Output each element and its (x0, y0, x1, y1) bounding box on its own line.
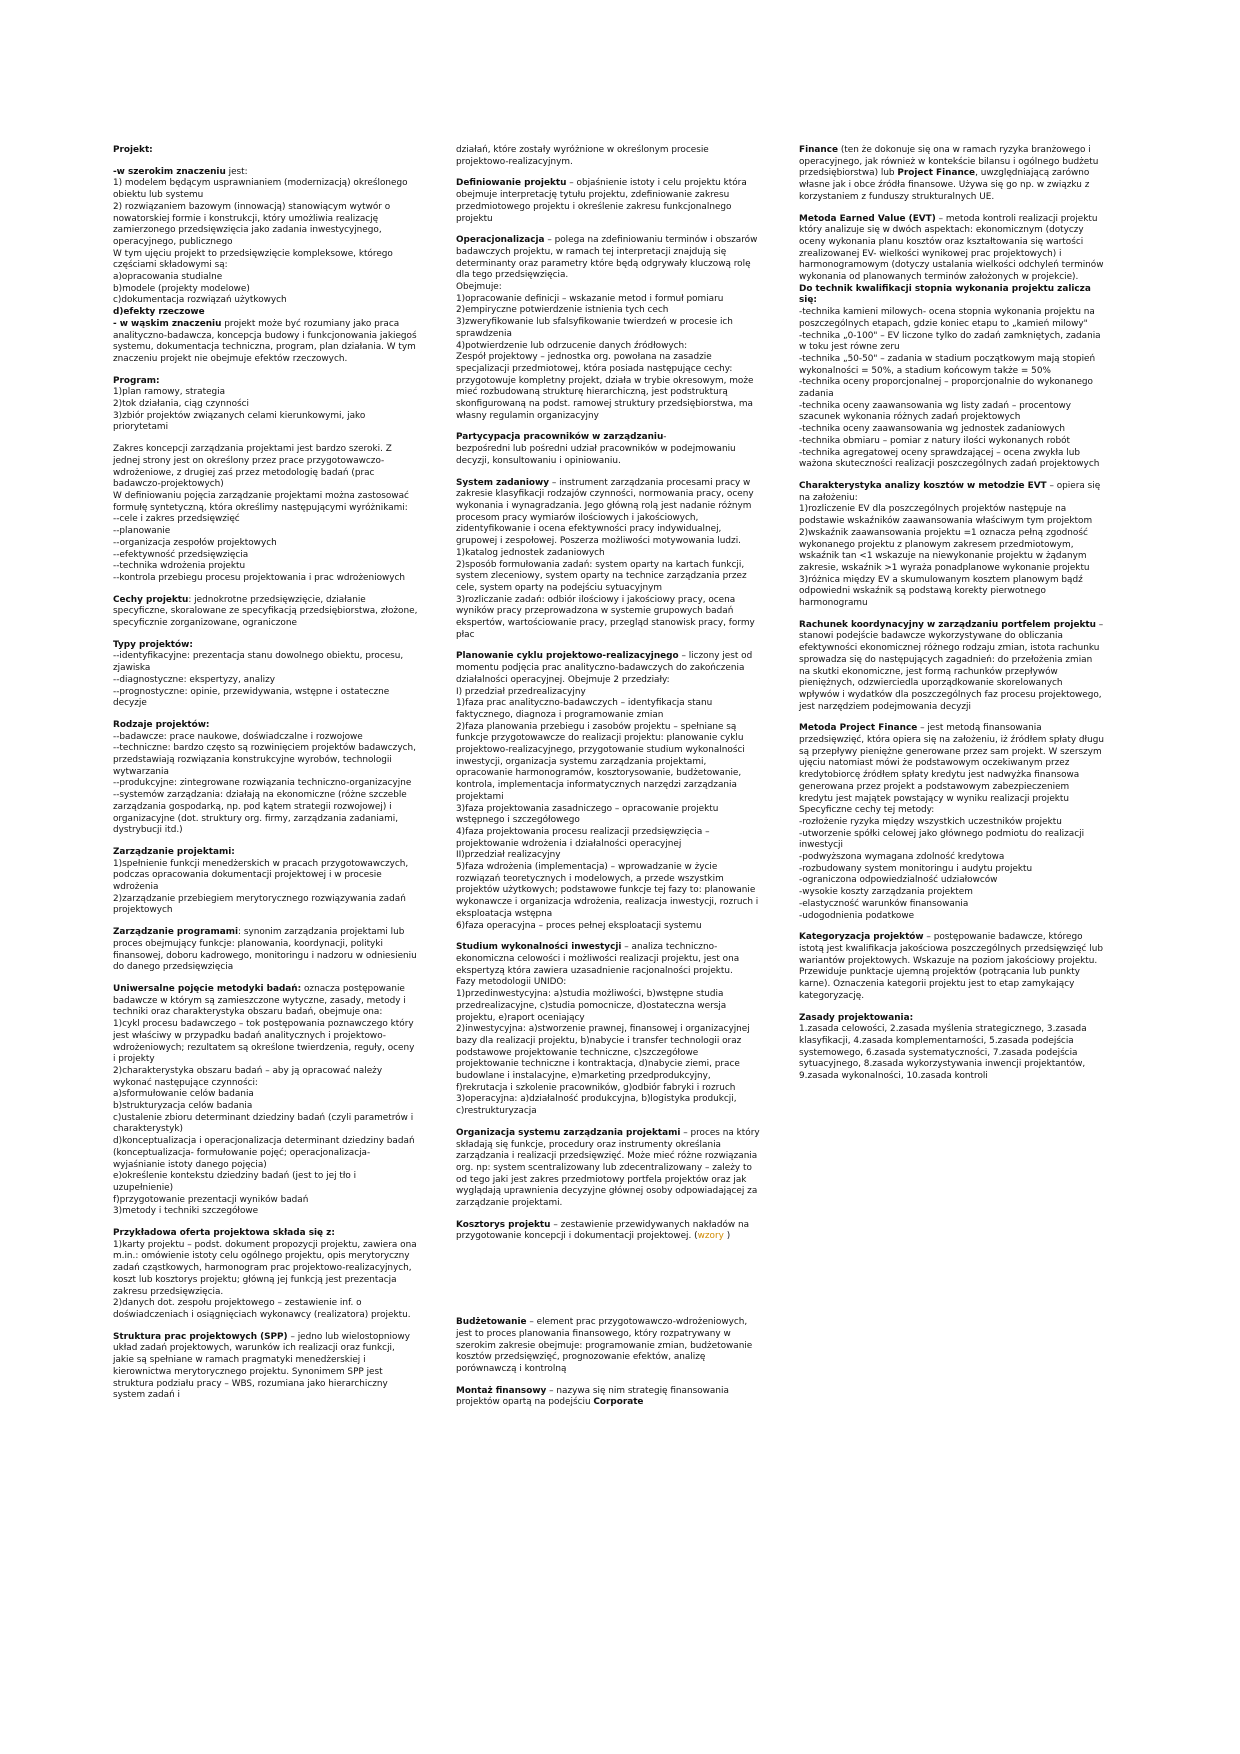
paragraph (113, 984, 418, 1218)
paragraph-text: – opiera się na założeniu: 1)rozliczenie EV dla poszczególnych projektów następuje na podstawie wskaźników zaawansowania właściwym tym projektom 2)wskaźnik zaawansowania projektu =1 oznacza pełną zgodność wykonanego projektu z planowym zakresem przedmiotowym, wskaźnik tan <1 wskazuje na niewykonanie projektu w żądanym zakresie, wskaźnik >1 wyraża ponadplanowe wykonanie projektu 3)różnica między EV a skumulowanym kosztem planowym bądź odpowiedni wskaźnik są podstawą korekty pierwotnego harmonogramu (799, 480, 1101, 609)
paragraph (799, 284, 1104, 471)
paragraph-heading: Zarządzanie projektami: (113, 846, 235, 857)
paragraph-heading: Metoda Project Finance (799, 723, 918, 734)
paragraph (456, 235, 761, 422)
paragraph-text: - bezpośredni lub pośredni udział pracowników w podejmowaniu decyzji, konsultowaniu i opiniowaniu. (456, 432, 736, 466)
paragraph-text: : jednokrotne przedsięwzięcie, działanie specyficzne, skoralowane ze specyfikacją przedsiębiorstwa, złożone, specyficznie zorganizowane, ograniczone (113, 594, 418, 629)
paragraph-heading: Przykładowa oferta projektowa składa się z: (113, 1228, 335, 1239)
paragraph-heading: Planowanie cyklu projektowo-realizacyjnego (456, 651, 679, 662)
paragraph-text: projekt może być rozumiany jako praca analityczno-badawcza, koncepcja budowy i funkcjonowania jakiegoś systemu, dokumentacja techniczna, program, plan działania. W tym znaczeniu projekt nie obejmuje efektów rzeczowych. (113, 318, 417, 364)
paragraph (113, 444, 418, 584)
paragraph-heading: System zadaniowy (456, 477, 549, 488)
paragraph-text: 1)karty projektu – podst. dokument propozycji projektu, zawiera ona m.in.: omówienie istoty celu ogólnego projektu, opis merytoryczny zadań cząstkowych, harmonogram prac projektowo-realizacyjnych, koszt lub kosztorys projektu; główną jej funkcją jest prezentacja zakresu przedsięwzięcia. 2)danych dot. zespołu projektowego – zestawienie inf. o doświadczeniach i osiągnięciach wykonawcy (realizatora) projektu. (113, 1239, 417, 1320)
paragraph-heading: Charakterystyka analizy kosztów w metodzie EVT (799, 480, 1047, 491)
paragraph-text: – stanowi podejście badawcze wykorzystywane do obliczania efektywności ekonomicznej różnego rodzaju zmian, istota rachunku sprowadza się do następujących zagadnień: do przełożenia zmian na skutki ekonomiczne, jest formą rachunków przepływów pieniężnych, odzwierciedla uporządkowanie skorelowanych wpływów i wydatków dla poszczególnych faz procesu projektowego, jest narzędziem podejmowania decyzji (799, 619, 1104, 712)
column-middle (456, 145, 761, 1419)
paragraph (799, 620, 1104, 714)
paragraph-heading: Metoda Earned Value (EVT) (799, 213, 936, 224)
paragraph-text: --identyfikacyjne: prezentacja stanu dowolnego obiektu, procesu, zjawiska --diagnostyczne: ekspertyzy, analizy --prognostyczne: opinie, przewidywania, wstępne i ostateczne decyzje (113, 651, 404, 709)
column-right (799, 145, 1104, 1093)
paragraph-text: – objaśnienie istoty i celu projektu która obejmuje interpretację tytułu projektu, zdefiniowanie zakresu przedmiotowego projektu i określenie zakresu funkcjonalnego projektu (456, 178, 747, 224)
paragraph-text: oznacza postępowanie badawcze w którym są zamieszczone wytyczne, zasady, metody i techniki oraz charakterystyka obszaru badań, obejmuje ona: 1)cykl procesu badawczego – tok postępowania poznawczego który jest właściwy w przypadku badań analitycznych i projektowo-wdrożeniowych; rezultatem są określone twierdzenia, reguły, oceny i projekty 2)charakterystyka obszaru badań – aby ją opracować należy wykonać następujące czynności: a)sformułowanie celów badania b)strukturyzacja celów badania c)ustalenie zbioru determinant dziedziny badań (czyli parametrów i charakterystyk) d)konceptualizacja i operacjonalizacja determinant dziedziny badań (konceptualizacja- formułowanie pojęć; operacjonalizacja- wyjaśnianie istoty danego pojęcia) e)określenie kontekstu dziedziny badań (jest to jej tło i uzupełnienie) f)przygotowanie prezentacji wyników badań 3)metody i techniki szczegółowe (113, 984, 415, 1217)
paragraph: Finance (ten że dokonuje się ona w ramach ryzyka branżowego i operacyjnego, jak również w kontekście bilansu i ogólnego budżetu przedsiębiorstwa) lub Project Finance, uwzględniającą zarówno własne jak i obce źródła finansowe. Używa się go np. w związku z korzystaniem z funduszy strukturalnych UE. (799, 145, 1099, 202)
paragraph-text: : synonim zarządzania projektami lub proces obejmujący funkcje: planowania, koordynacji, polityki finansowej, doboru kadrowego, monitoringu i nadzoru w odniesieniu do danego przedsięwzięcia (113, 927, 417, 973)
paragraph-heading: Typy projektów: (113, 639, 193, 650)
paragraph (456, 432, 761, 467)
paragraph-text: – polega na zdefiniowaniu terminów i obszarów badawczych projektu, w ramach tej interpretacji znajdują się determinanty oraz parametry które będą odgrywały kluczową rolę dla tego przedsięwzięcia. Obejmuje: 1)opracowanie definicji – wskazanie metod i formuł pomiaru 2)empiryczne potwierdzenie istnienia tych cech 3)zweryfikowanie lub sfalsyfikowanie twierdzeń w procesie ich sprawdzenia 4)potwierdzenie lub odrzucenie danych źródłowych: Zespół projektowy – jednostka org. powołana na zasadzie specjalizacji przedmiotowej, która posiada następujące cechy: przygotowuje kompletny projekt, działa w trybie okresowym, może mieć rozbudowaną strukturę hierarchiczną, jest podstrukturą skonfigurowaną na podst. ramowej struktury przedsiębiorstwa, ma własny regulamin organizacyjny (456, 235, 758, 421)
paragraph (799, 481, 1104, 610)
paragraph-heading: Rachunek koordynacyjny w zarządzaniu portfelem projektu (799, 619, 1096, 630)
paragraph-heading: d)efekty rzeczowe (113, 307, 205, 318)
paragraph-text: działań, które zostały wyróżnione w określonym procesie projektowo-realizacyjnym. (456, 145, 709, 167)
paragraph-heading: Partycypacja pracowników w zarządzaniu (456, 432, 664, 443)
paragraph-heading: Organizacja systemu zarządzania projektami (456, 1127, 681, 1138)
paragraph-heading: -w szerokim znaczeniu (113, 166, 226, 177)
paragraph (456, 178, 761, 225)
paragraph-text: – metoda kontroli realizacji projektu który analizuje się w dwóch aspektach: ekonomicznym (dotyczy oceny wykonania planu kosztów oraz kształtowania się wartości zrealizowanej EV- wielkości wynikowej prac projektowych) i harmonogramowym (dotyczy ustalania wielkości odchyleń terminów wykonania od planowanych terminów założonych w projekcie). (799, 213, 1104, 283)
column-left (113, 145, 418, 1412)
paragraph: Kosztorys projektu – zestawienie przewidywanych nakładów na przygotowanie koncepcji i dokumentacji projektowej. (wzory ) (456, 1219, 750, 1242)
paragraph-heading: Kosztorys projektu (456, 1219, 551, 1230)
paragraph (113, 376, 418, 435)
paragraph-heading: - w wąskim znaczeniu (113, 318, 222, 329)
paragraph-text: – liczony jest od momentu podjęcia prac analityczno-badawczych do zakończenia działalności operacyjnej. Obejmuje 2 przedziały: I) przedział przedrealizacyjny 1)faza prac analityczno-badawczych – identyfikacja stanu faktycznego, diagnoza i programowanie zmian 2)faza planowania przebiegu i zasobów projektu – spełniane są funkcje przygotowawcze do realizacji projektu: planowanie cyklu projektowo-realizacyjnego, przygotowanie studium wykonalności inwestycji, organizacja systemu zarządzania projektami, opracowanie harmonogramów, kosztorysowanie, budżetowanie, kontrola, implementacja informatycznych narzędzi zarządzania projektami 3)faza projektowania zasadniczego – opracowanie projektu wstępnego i szczegółowego 4)faza projektowania procesu realizacji przedsięwzięcia – projektowanie wdrożenia i działalności operacyjnej II)przedział realizacyjny 5)faza wdrożenia (implementacja) – wprowadzanie w życie rozwiązań teoretycznych i modelowych, a przede wszystkim projektów użytkowych; podstawowe funkcje tej fazy to: planowanie wykonawcze i organizacja wdrożenia, realizacja inwestycji, rozruch i eksploatacja wstępna 6)faza operacyjna – proces pełnej eksploatacji systemu (456, 651, 759, 931)
paragraph-heading: Cechy projektu (113, 594, 189, 605)
paragraph-text: – zestawienie przewidywanych nakładów na przygotowanie koncepcji i dokumentacji projektowej. ( (456, 1219, 750, 1242)
paragraph (456, 942, 761, 1118)
paragraph-text: – jedno lub wielostopniowy układ zadań projektowych, warunków ich realizacji oraz funkcji, jakie są spełniane w ramach pragmatyki menedżerskiej i kierownictwa merytorycznego projektu. Synonimem SPP jest struktura podziału pracy – WBS, rozumiana jako hierarchiczny system zadań i (113, 1331, 410, 1401)
paragraph (456, 1128, 761, 1210)
paragraph (113, 595, 418, 630)
paragraph-text: – instrument zarządzania procesami pracy w zakresie klasyfikacji rodzajów czynności, normowania pracy, oceny wykonania i wynagradzania. Jego główną rolą jest nadanie różnym procesom pracy wymiarów ilościowych i jakościowych, zidentyfikowanie i ocena efektywności pracy indywidualnej, grupowej i zespołowej. Poszerza możliwości motywowania ludzi. 1)katalog jednostek zadaniowych 2)sposób formułowania zadań: system oparty na kartach funkcji, system zleceniowy, system oparty na technice zarządzania przez cele, system oparty na podejściu sytuacyjnym 3)rozliczanie zadań: odbiór ilościowy i jakościowy pracy, ocena wyników pracy przeprowadzona w systemie grupowych badań ekspertów, wartościowanie pracy, przegląd stanowisk pracy, formy płac (456, 477, 755, 640)
paragraph (456, 145, 761, 168)
paragraph (113, 847, 418, 917)
paragraph-text: jest: 1) modelem będącym usprawnianiem (modernizacją) określonego obiektu lub systemu 2) rozwiązaniem bazowym (innowacją) stanowiącym wytwór o nowatorskiej formie i konstrukcji, który umożliwia realizację zamierzonego przedsięwzięcia jako zadania inwestycyjnego, operacyjnego, publicznego W tym ujęciu projekt to przedsięwzięcie kompleksowe, którego częściami składowymi są: a)opracowania studialne b)modele (projekty modelowe) c)dokumentacja rozwiązań użytkowych (113, 166, 408, 306)
paragraph (799, 723, 1104, 922)
paragraph-heading: Do technik kwalifikacji stopnia wykonania projektu zalicza się: (799, 283, 1091, 306)
paragraph (113, 307, 418, 319)
paragraph-heading: Zarządzanie programami (113, 927, 239, 938)
paragraph-heading: Struktura prac projektowych (SPP) (113, 1331, 288, 1342)
paragraph (113, 145, 418, 157)
paragraph-heading: Rodzaje projektów: (113, 719, 210, 730)
paragraph-text: – postępowanie badawcze, którego istotą jest kwalifikacja jakościowa poszczególnych przedsięwzięć lub wariantów projektowych. Wskazuje na poziom jakościowy projektu. Przewiduje punktacje ujemną projektów (potrącania lub punkty karne). Oznaczenia kategorii projektu jest to etap zamykający kategoryzację. (799, 932, 1103, 1001)
paragraph-heading: Zasady projektowania: (799, 1012, 914, 1023)
paragraph (456, 651, 761, 932)
paragraph (113, 927, 418, 974)
paragraph-heading: Uniwersalne pojęcie metodyki badań: (113, 984, 302, 994)
paragraph-heading: Projekt: (113, 145, 153, 155)
paragraph-text: --badawcze: prace naukowe, doświadczalne i rozwojowe --techniczne: bardzo często są rozwinięciem projektów badawczych, przedstawiają rozwiązania konstrukcyjne wyrobów, technologii wytwarzania --produkcyjne: zintegrowane rozwiązania techniczno-organizacyjne --systemów zarządzania: działają na ekonomiczne (różne szczeble zarządzania gospodarką, np. pod kątem strategii rozwojowej) i organizacyjne (dot. struktury org. firmy, zarządzania zadaniami, dystrybucji itd.) (113, 731, 416, 836)
paragraph (456, 1317, 761, 1376)
paragraph-heading: Studium wykonalności inwestycji (456, 942, 622, 953)
paragraph (113, 640, 418, 710)
paragraph-text: – jest metodą finansowania przedsięwzięć, która opiera się na założeniu, iż źródłem spłaty długu są przepływy pieniężne generowane przez sam projekt. W szerszym ujęciu natomiast mówi że podstawowym oczekiwanym przez kredytobiorcę źródłem spłaty kredytu jest nadwyżka finansowa generowana przez projekt a podstawowym zabezpieczeniem kredytu jest majątek powstający w wyniku realizacji projektu Specyficzne cechy tej metody: -rozłożenie ryzyka między wszystkich uczestników projektu -utworzenie spółki celowej jako głównego podmiotu do realizacji inwestycji -podwyższona wymagana zdolność kredytowa -rozbudowany system monitoringu i audytu projektu -ograniczona odpowiedzialność udziałowców -wysokie koszty zarządzania projektem -elastyczność warunków finansowania -udogodnienia podatkowe (799, 723, 1104, 921)
paragraph-heading: Program: (113, 375, 160, 386)
paragraph-text: Zakres koncepcji zarządzania projektami jest bardzo szeroki. Z jednej strony jest on określony przez prace przygotowawczo-wdrożeniowe, z drugiej zaś przez metodologię badań (prac badawczo-projektowych) W definiowaniu pojęcia zarządzanie projektami można zastosować formułę syntetyczną, która określimy następującymi wyróżnikami: --cele i zakres przedsięwzięć --planowanie --organizacja zespołów projektowych --efektywność przedsięwzięcia --technika wdrożenia projektu --kontrola przebiegu procesu projektowania i prac wdrożeniowych (113, 444, 409, 583)
paragraph-text: – nazywa się nim strategię finansowania projektów opartą na podejściu (456, 1385, 729, 1408)
paragraph-heading: Operacjonalizacja (456, 235, 545, 246)
paragraph: Montaż finansowy – nazywa się nim strategię finansowania projektów opartą na podejściu Corporate (456, 1385, 729, 1408)
paragraph-text: 1)spełnienie funkcji menedżerskich w pracach przygotowawczych, podczas opracowania dokumentacji projektowej i w procesie wdrożenia 2)zarządzanie przebiegiem merytorycznego rozwiązywania zadań projektowych (113, 858, 409, 916)
paragraph (799, 1013, 1104, 1083)
paragraph-heading: Kategoryzacja projektów (799, 932, 924, 943)
paragraph-text: – proces na który składają się funkcje, procedury oraz instrumenty określania zarządzania i realizacji przedsięwzięć. Może mieć różne rozwiązania org. np: system scentralizowany lub zdecentralizowany – zależy to od tego jaki jest zakres przedmiotowy portfela projektów oraz jak wyglądają uprawnienia decyzyjne głównej osoby odpowiadającej za zarządzanie projektami. (456, 1127, 760, 1209)
paragraph (113, 720, 418, 837)
paragraph-heading: Montaż finansowy (456, 1385, 547, 1396)
paragraph-text: – analiza techniczno-ekonomiczna celowości i możliwości realizacji projektu, jest ona ekspertyzą która zawiera uzasadnienie racjonalności projektu. Fazy metodologii UNIDO: 1)przedinwestycyjna: a)studia możliwości, b)wstępne studia przedrealizacyjne, c)studia pomocnicze, d)ostateczna wersja projektu, e)raport oceniający 2)inwestycyjna: a)stworzenie prawnej, finansowej i organizacyjnej bazy dla realizacji projektu, b)nabycie i transfer technologii oraz podstawowe projektowanie techniczne, c)szczegółowe projektowanie techniczne i kontraktacja, d)nabycie ziemi, prace budowlane i instalacyjne, e)marketing przedprodukcyjny, f)rekrutacja i szkolenie pracowników, g)odbiór fabryki i rozruch 3)operacyjna: a)działalność produkcyjna, b)logistyka produkcji, c)restrukturyzacja (456, 942, 750, 1117)
paragraph (113, 1228, 418, 1322)
paragraph (456, 1253, 761, 1317)
paragraph (113, 167, 418, 307)
paragraph-text: 1)plan ramowy, strategia 2)tok działania, ciąg czynności 3)zbiór projektów związanych celami kierunkowymi, jako priorytetami (113, 387, 366, 433)
paragraph (799, 214, 1104, 284)
paragraph (113, 319, 418, 366)
paragraph-text: – element prac przygotowawczo-wdrożeniowych, jest to proces planowania finansowego, który rozpatrywany w szerokim zakresie obejmuje: programowanie zmian, budżetowanie kosztów przedsięwzięć, prognozowanie efektów, analizę porównawczą i kontrolną (456, 1317, 753, 1374)
paragraph-text: -technika kamieni milowych- ocena stopnia wykonania projektu na poszczególnych etapach, gdzie koniec etapu to „kamień milowy" -technika „0-100" – EV liczone tylko do zadań zamkniętych, zadania w toku jest równe zeru -technika „50-50" – zadania w stadium początkowym mają stopień wykonalności = 50%, a stadium końcowym także = 50% -technika oceny proporcjonalnej – proporcjonalnie do wykonanego zadania -technika oceny zaawansowania wg listy zadań – procentowy szacunek wykonania różnych zadań projektowych -technika oceny zaawansowania wg jednostek zadaniowych -technika obmiaru – pomiar z natury ilości wykonanych robót -technika agregatowej oceny sprawdzającej – ocena zwykła lub ważona skuteczności realizacji poszczególnych zadań projektowych (799, 307, 1101, 470)
paragraph (456, 478, 761, 642)
paragraph (113, 1332, 418, 1402)
paragraph-heading: Budżetowanie (456, 1317, 527, 1328)
paragraph-heading: Definiowanie projektu (456, 178, 567, 189)
wzory-link[interactable]: wzory (697, 1231, 724, 1242)
paragraph-text: 1.zasada celowości, 2.zasada myślenia strategicznego, 3.zasada klasyfikacji, 4.zasada komplementarności, 5.zasada podejścia systemowego, 6.zasada systematyczności, 7.zasada podejścia sytuacyjnego, 8.zasada wykorzystywania inwencji projektantów, 9.zasada wykonalności, 10.zasada kontroli (799, 1024, 1087, 1082)
paragraph (799, 932, 1104, 1002)
